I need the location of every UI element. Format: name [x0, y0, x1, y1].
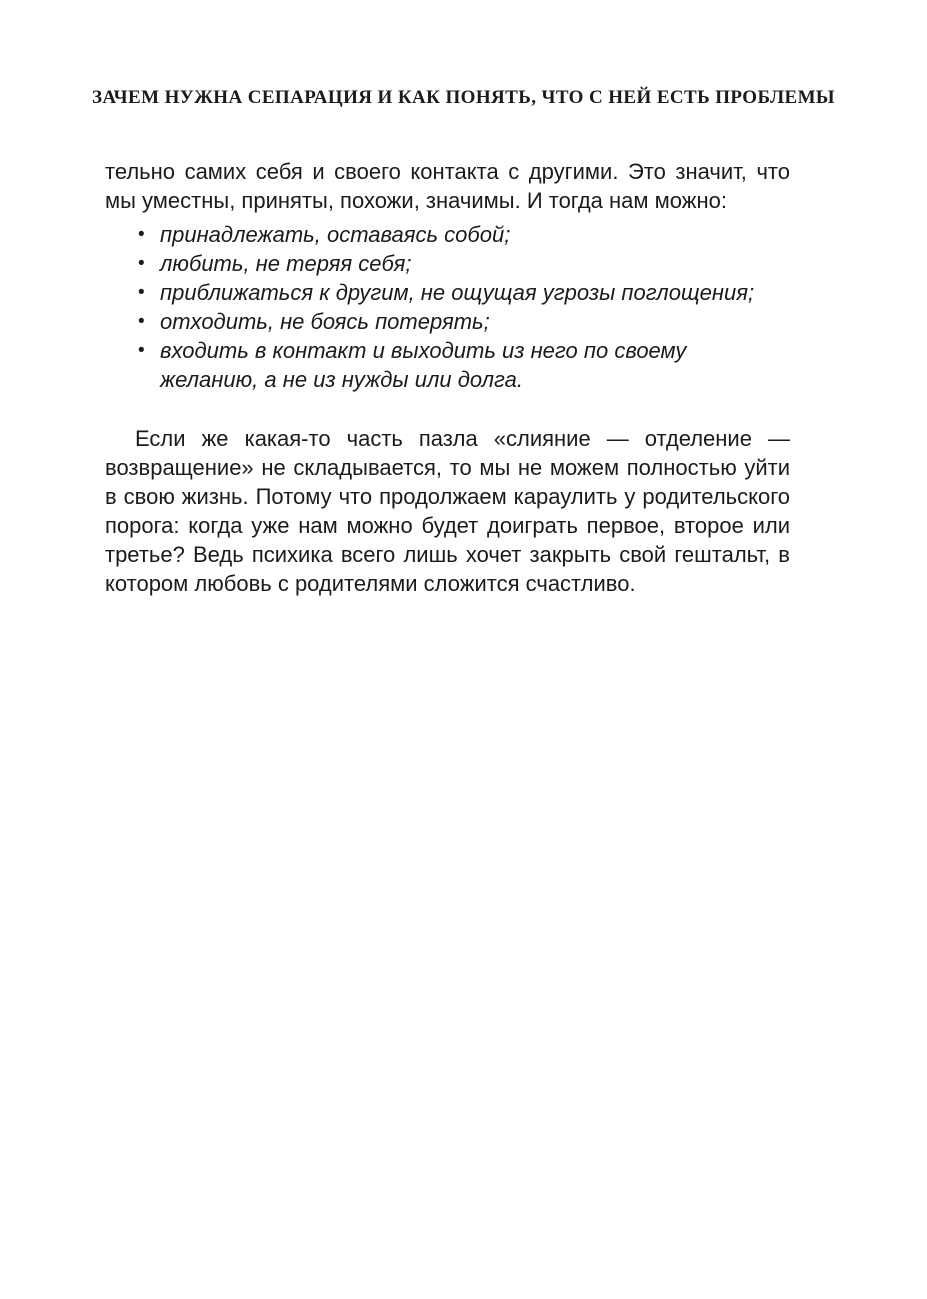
closing-paragraph: Если же какая-то часть пазла «слияние — отделение — возвращение» не складывается, то мы не можем полностью уйти в свою жизнь. Потому что продолжаем караулить у родительского порога: когда уже нам можно будет доиграть первое, второе или третье? Ведь психика всего лишь хочет закрыть свой гештальт, в котором любовь с родителями сложится счастливо. [105, 426, 790, 596]
bullet-list [105, 220, 790, 394]
bullet-item-text: принадлежать, оставаясь собой; [160, 222, 511, 247]
page-content [0, 157, 927, 598]
bullet-item [105, 278, 790, 307]
running-header: ЗАЧЕМ НУЖНА СЕПАРАЦИЯ И КАК ПОНЯТЬ, ЧТО С НЕЙ ЕСТЬ ПРОБЛЕМЫ [92, 87, 835, 108]
bullet-item [105, 220, 790, 249]
bullet-item-text: любить, не теряя себя; [160, 251, 412, 276]
bullet-item [105, 336, 790, 394]
bullet-marker: • [138, 340, 145, 361]
bullet-item-text: отходить, не боясь потерять; [160, 309, 490, 334]
bullet-item [105, 307, 790, 336]
bullet-marker: • [138, 224, 145, 245]
bullet-marker: • [138, 282, 145, 303]
bullet-item-text: приближаться к другим, не ощущая угрозы поглощения; [160, 280, 755, 305]
bullet-marker: • [138, 253, 145, 274]
intro-paragraph: тельно самих себя и своего контакта с другими. Это значит, что мы уместны, приняты, похожи, значимы. И тогда нам можно: [105, 159, 790, 213]
bullet-item [105, 249, 790, 278]
bullet-item-text: входить в контакт и выходить из него по своему желанию, а не из нужды или долга. [160, 338, 687, 392]
bullet-marker: • [138, 311, 145, 332]
